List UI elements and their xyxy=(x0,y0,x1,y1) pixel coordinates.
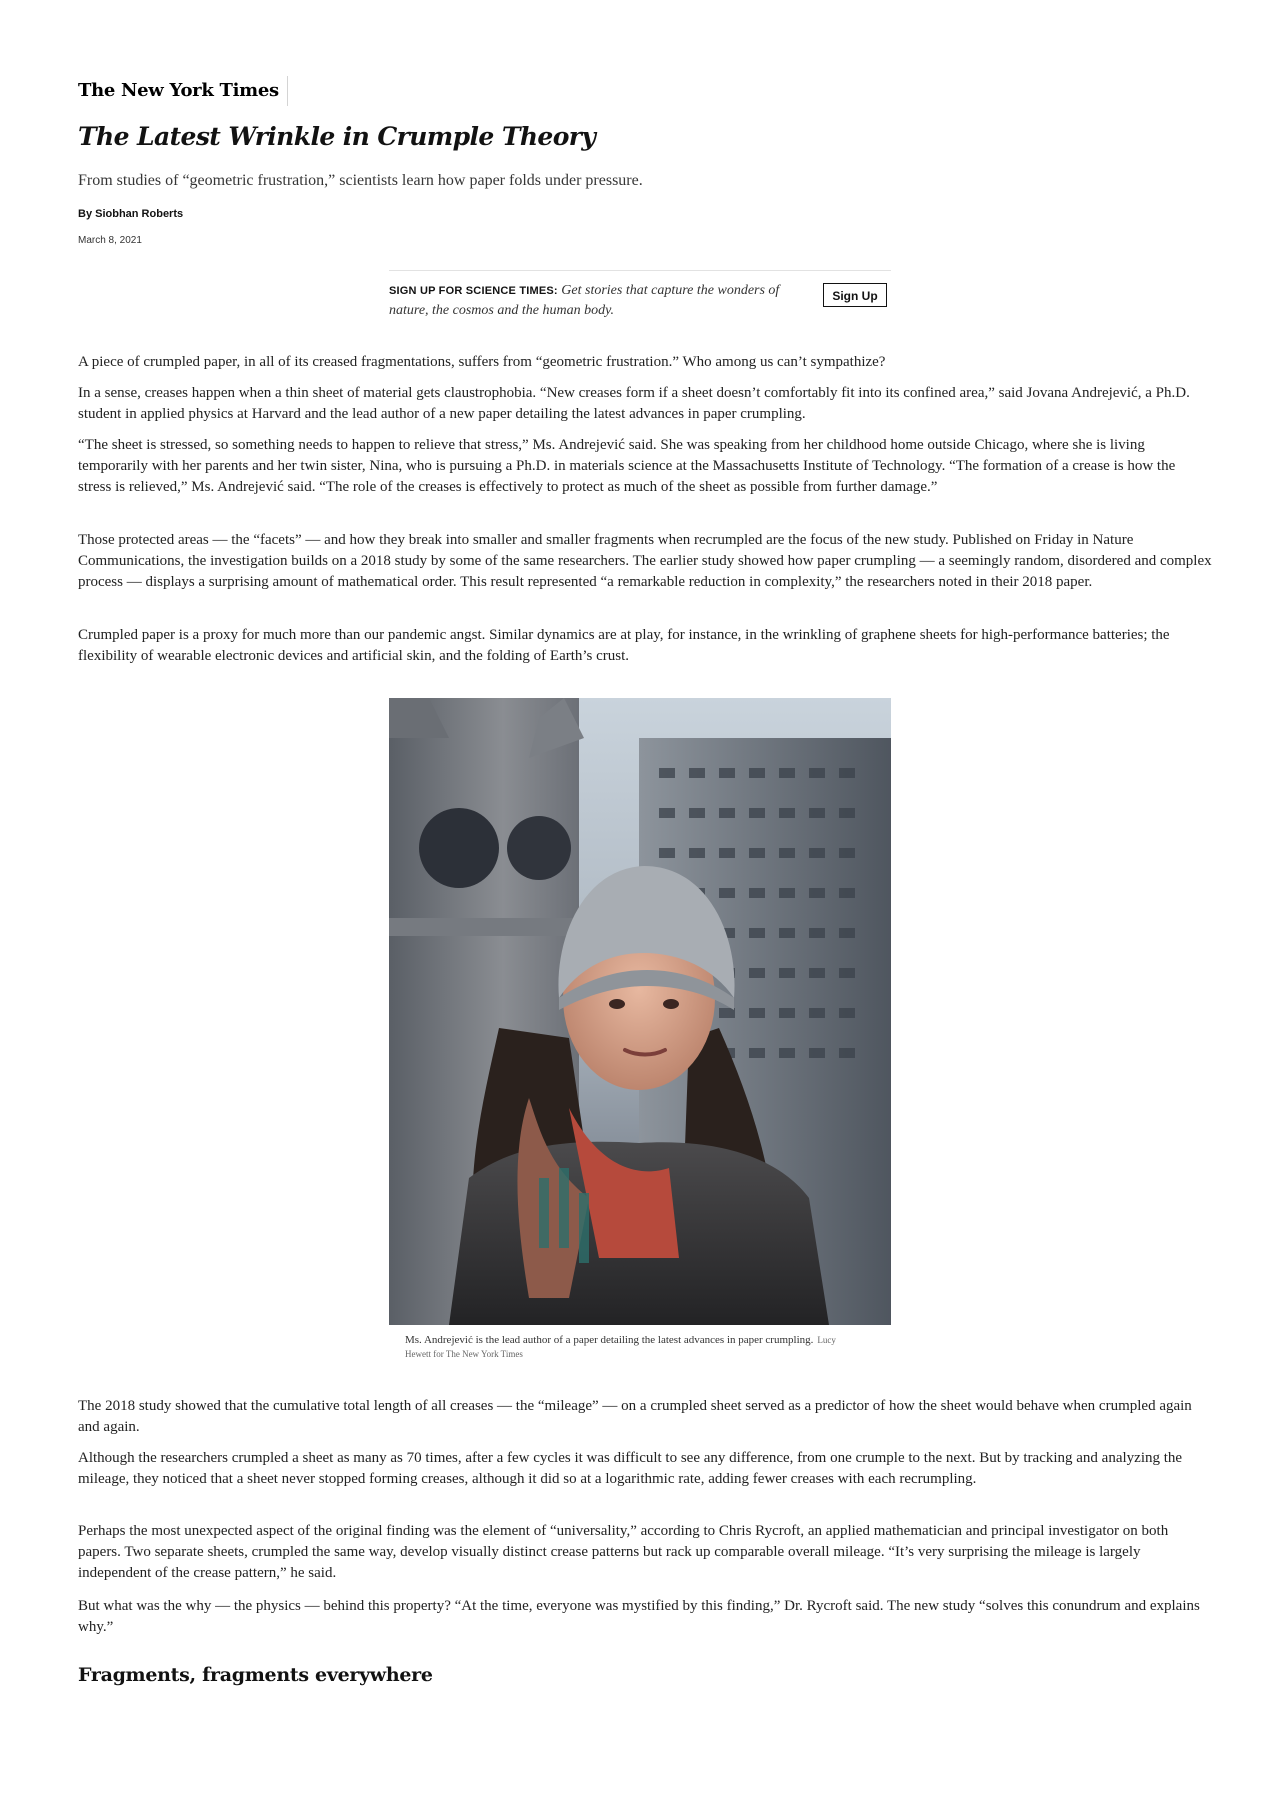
paragraph: Perhaps the most unexpected aspect of the original finding was the element of “universality,” according to Chris Rycroft, an applied mathematician and principal investigator on both papers. Two separate sheets, crumpled the same way, develop visually distinct crease patterns but rack up comparable overall mileage. “It’s very surprising the mileage is largely independent of the crease pattern,” he said. xyxy=(78,1523,1169,1581)
newsletter-signup xyxy=(389,270,891,321)
signup-text xyxy=(389,281,819,321)
photo-credit: Lucy Hewett for The New York Times xyxy=(405,1335,836,1359)
article-date: March 8, 2021 xyxy=(78,235,142,246)
paragraph: Crumpled paper is a proxy for much more than our pandemic angst. Similar dynamics are at play, for instance, in the wrinkling of graphene sheets for high-performance batteries; the flexibility of wearable electronic devices and artificial skin, and the folding of Earth’s crust. xyxy=(78,627,1170,664)
paragraph: The 2018 study showed that the cumulative total length of all creases — the “mileage” — on a crumpled sheet served as a predictor of how the sheet would behave when crumpled again and again. xyxy=(78,1398,1192,1435)
photo-caption xyxy=(405,1333,845,1361)
signup-button[interactable]: Sign Up xyxy=(823,283,887,307)
portrait-photo xyxy=(389,698,891,1325)
article-summary: From studies of “geometric frustration,” scientists learn how paper folds under pressure. xyxy=(78,172,643,189)
paragraph: “The sheet is stressed, so something needs to happen to relieve that stress,” Ms. Andrejević said. She was speaking from her childhood home outside Chicago, where she is living temporarily with her parents and her twin sister, Nina, who is pursuing a Ph.D. in materials science at the Massachusetts Institute of Technology. “The formation of a crease is how the stress is relieved,” Ms. Andrejević said. “The role of the creases is effectively to protect as much of the sheet as possible from further damage.” xyxy=(78,437,1176,495)
article-byline: By Siobhan Roberts xyxy=(78,208,184,220)
article-headline: The Latest Wrinkle in Crumple Theory xyxy=(78,122,596,151)
paragraph: But what was the why — the physics — behind this property? “At the time, everyone was mystified by this finding,” Dr. Rycroft said. The new study “solves this conundrum and explains why.” xyxy=(78,1598,1200,1635)
masthead xyxy=(78,76,288,106)
signup-description: Get stories that capture the wonders of nature, the cosmos and the human body. xyxy=(389,283,780,318)
article-figure xyxy=(389,698,891,1361)
paragraph: In a sense, creases happen when a thin sheet of material gets claustrophobia. “New creases form if a sheet doesn’t comfortably fit into its confined area,” said Jovana Andrejević, a Ph.D. student in applied physics at Harvard and the lead author of a new paper detailing the latest advances in paper crumpling. xyxy=(78,385,1190,422)
signup-label: SIGN UP FOR SCIENCE TIMES: xyxy=(389,285,558,297)
caption-text: Ms. Andrejević is the lead author of a paper detailing the latest advances in paper crumpling. xyxy=(405,1334,814,1346)
paragraph: A piece of crumpled paper, in all of its creased fragmentations, suffers from “geometric frustration.” Who among us can’t sympathize? xyxy=(78,354,886,370)
section-heading: Fragments, fragments everywhere xyxy=(78,1664,433,1686)
paragraph: Although the researchers crumpled a sheet as many as 70 times, after a few cycles it was difficult to see any difference, from one crumple to the next. But by tracking and analyzing the mileage, they noticed that a sheet never stopped forming creases, although it did so at a logarithmic rate, adding fewer creases with each recrumpling. xyxy=(78,1450,1183,1487)
paragraph: Those protected areas — the “facets” — and how they break into smaller and smaller fragments when recrumpled are the focus of the new study. Published on Friday in Nature Communications, the investigation builds on a 2018 study by some of the same researchers. The earlier study showed how paper crumpling — a seemingly random, disordered and complex process — displays a surprising amount of mathematical order. This result represented “a remarkable reduction in complexity,” the researchers noted in their 2018 paper. xyxy=(78,532,1212,590)
nyt-logo[interactable]: The New York Times xyxy=(78,80,279,101)
